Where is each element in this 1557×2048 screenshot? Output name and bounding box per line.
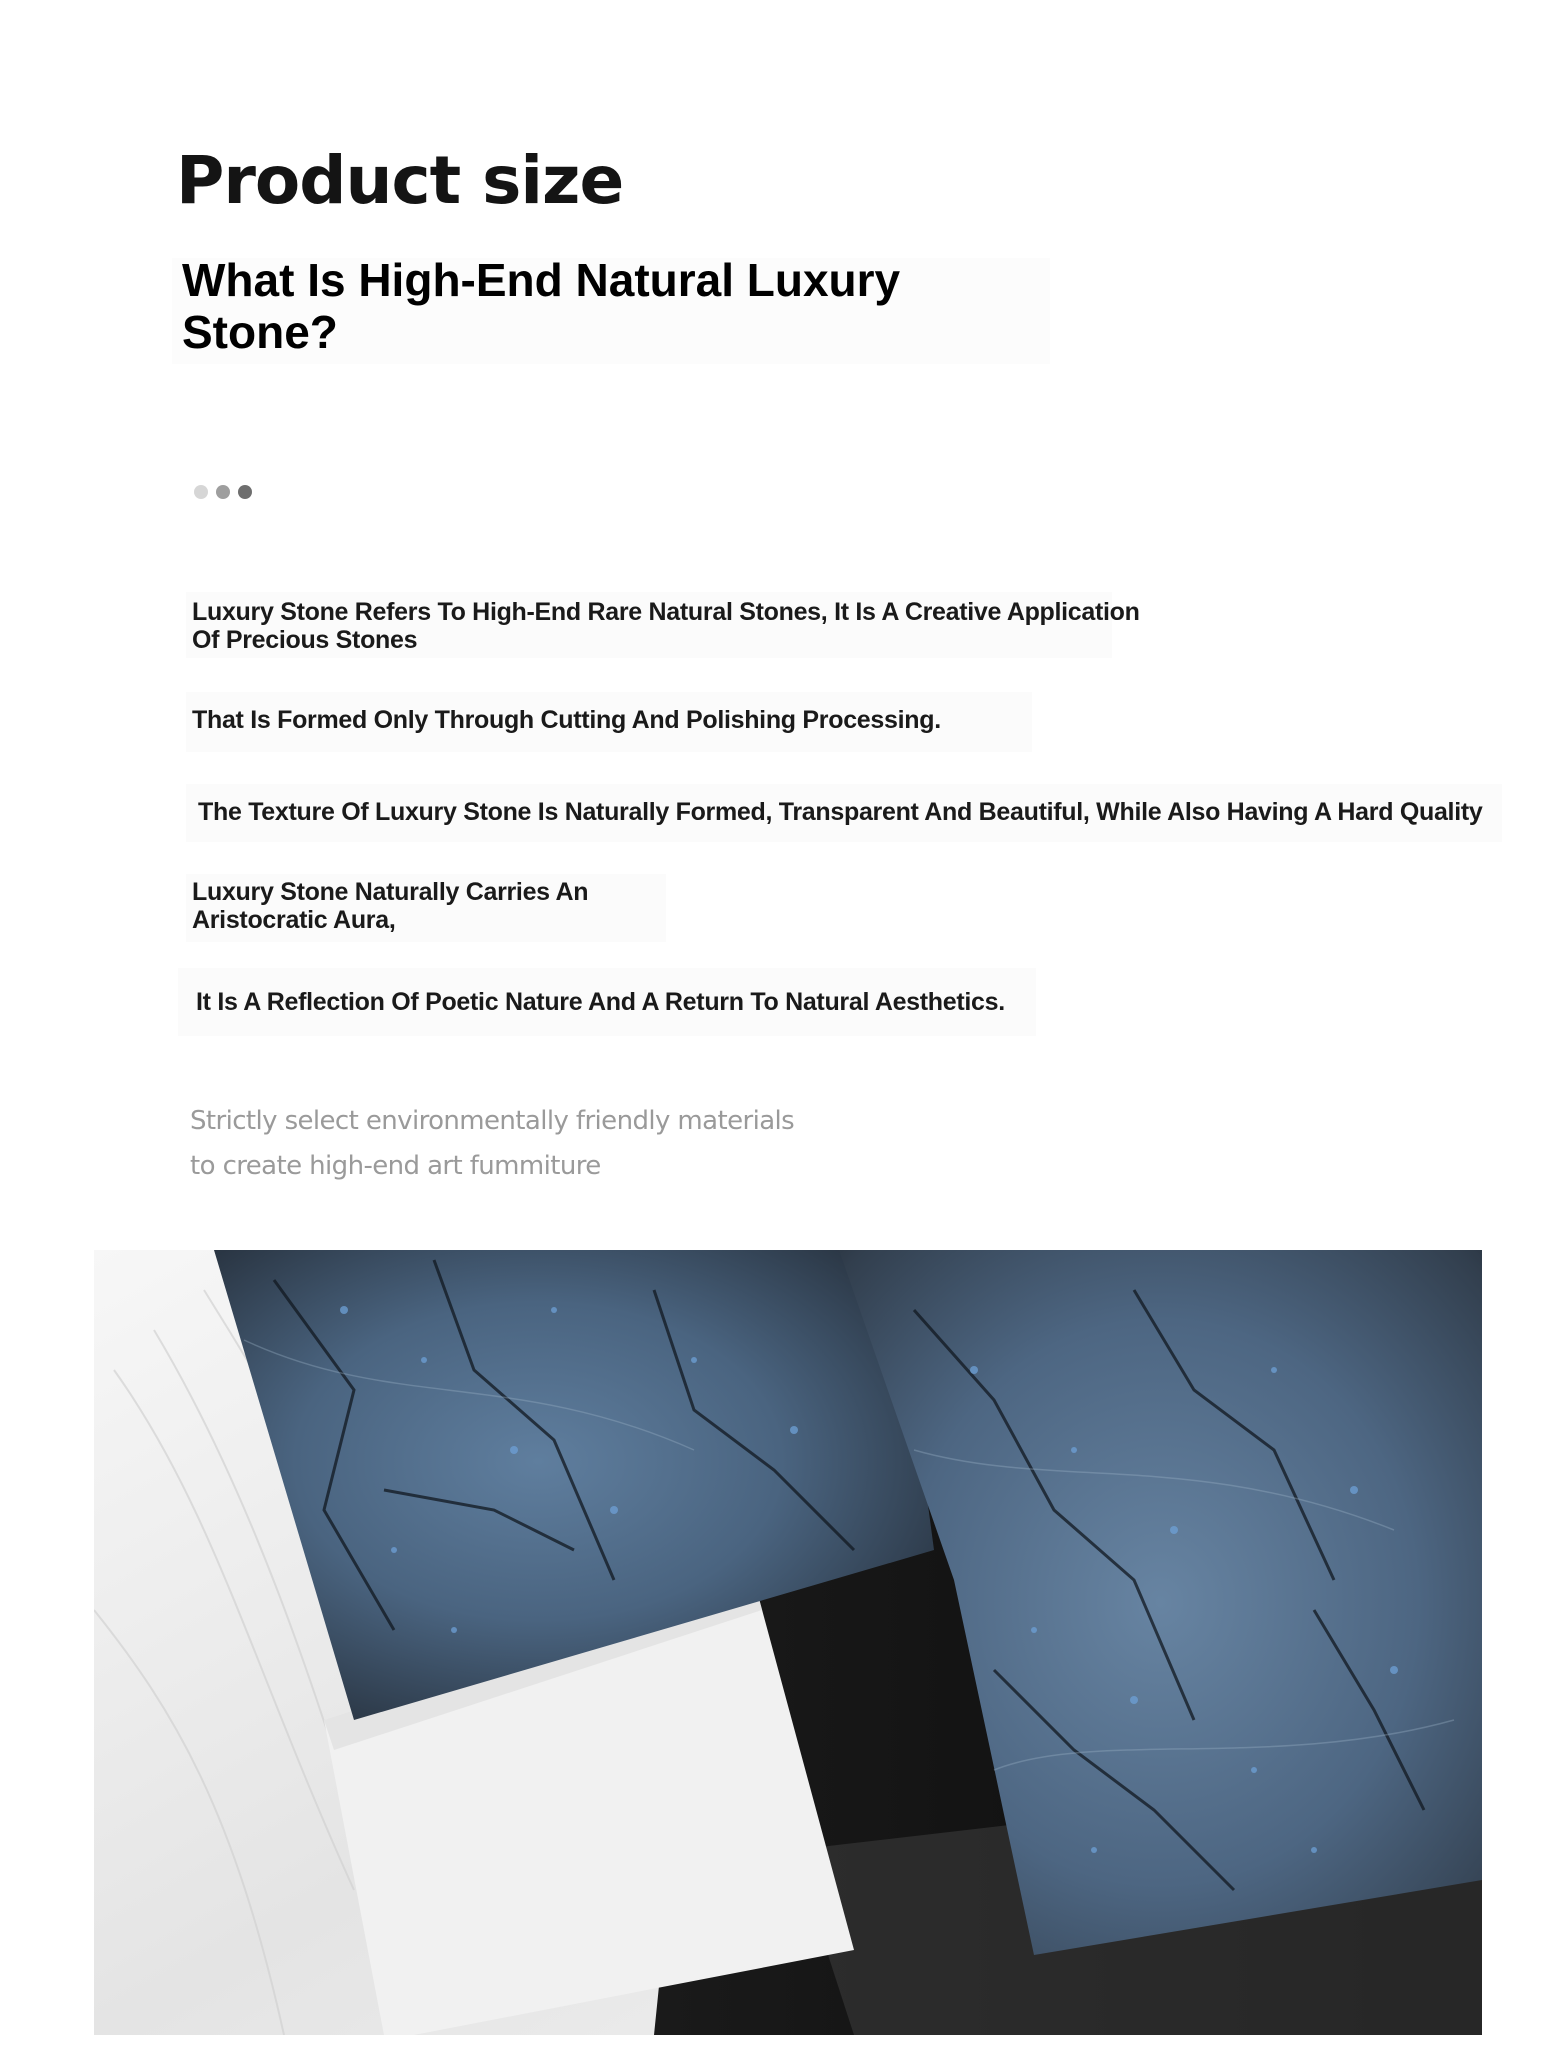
paragraph-5: It Is A Reflection Of Poetic Nature And A Return To Natural Aesthetics. — [196, 988, 1005, 1016]
paragraph-3: The Texture Of Luxury Stone Is Naturally Formed, Transparent And Beautiful, While Also Having A Hard Quality — [198, 798, 1483, 826]
paragraph-4: Luxury Stone Naturally Carries An Aristocratic Aura, — [192, 878, 589, 934]
section-heading: What Is High-End Natural Luxury Stone? — [182, 254, 901, 358]
paragraph-2: That Is Formed Only Through Cutting And Polishing Processing. — [192, 706, 941, 734]
carousel-dot — [216, 485, 230, 499]
carousel-dot — [238, 485, 252, 499]
carousel-dots — [194, 485, 252, 499]
caption-line-2: to create high-end art fummiture — [190, 1151, 601, 1181]
caption-line-1: Strictly select environmentally friendly materials — [190, 1106, 795, 1136]
carousel-dot — [194, 485, 208, 499]
stone-product-image — [94, 1250, 1482, 2035]
paragraph-1: Luxury Stone Refers To High-End Rare Natural Stones, It Is A Creative Application Of Precious Stones — [192, 598, 1140, 654]
page-title: Product size — [176, 142, 624, 219]
